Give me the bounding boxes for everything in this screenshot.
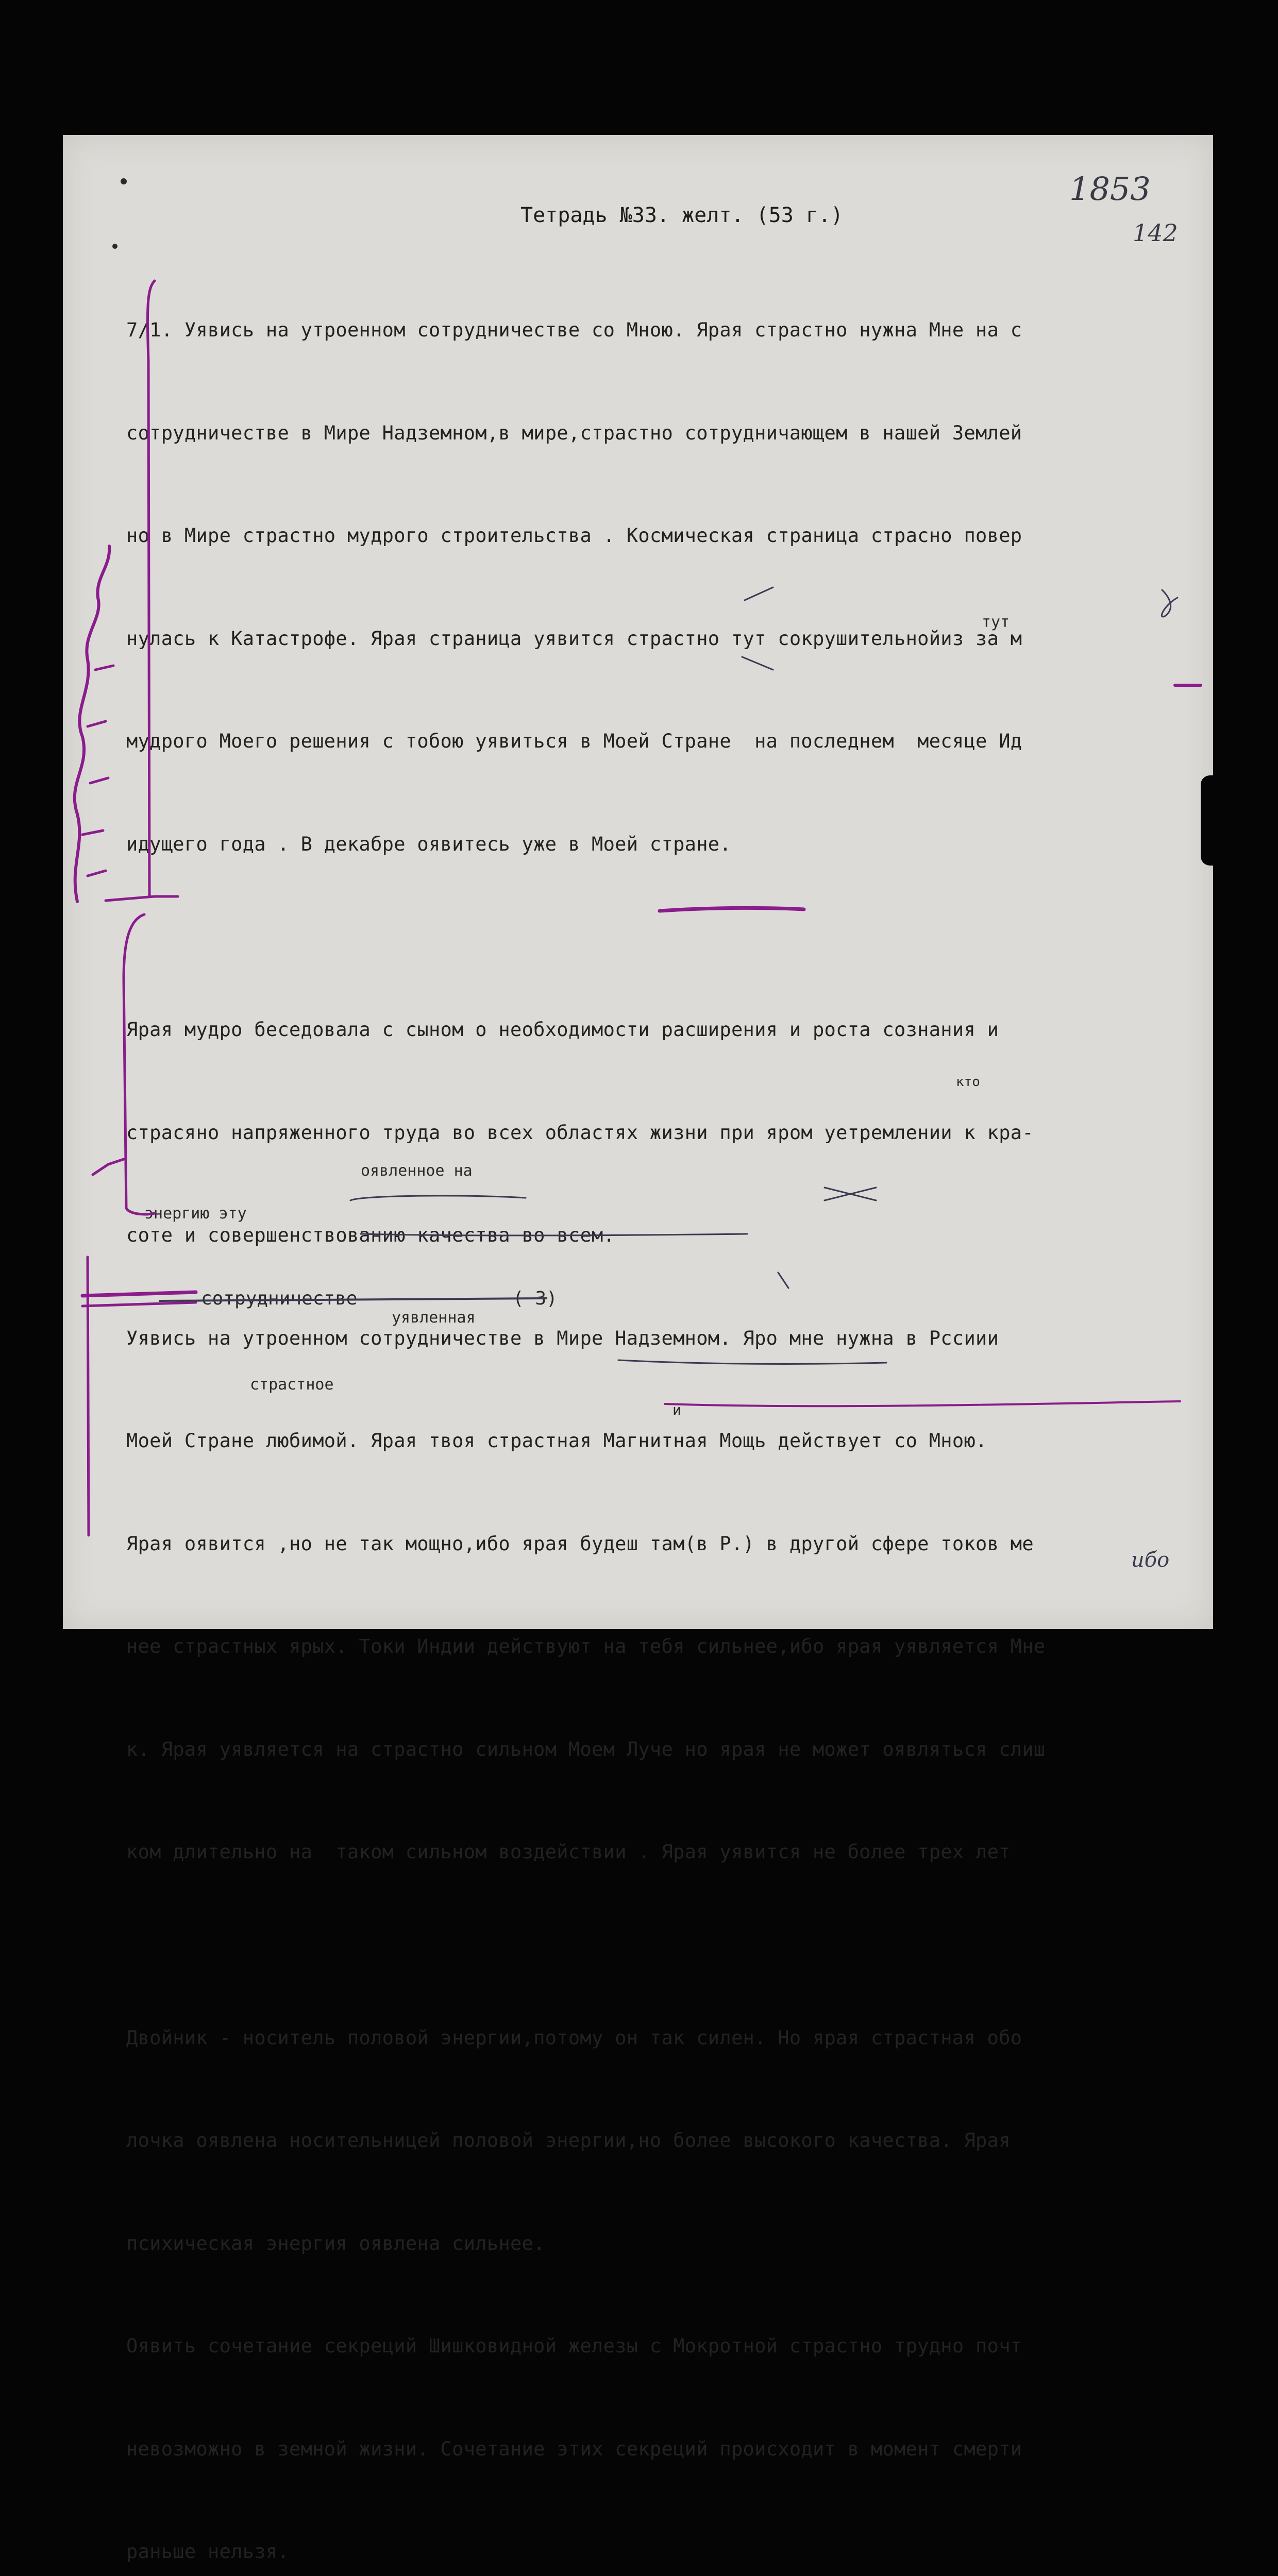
bracket-tick-3	[93, 1164, 108, 1175]
bracket-tail	[106, 896, 155, 901]
document-title: Тетрадь №33. желт. (53 г.)	[520, 204, 844, 227]
pencil-ampersand	[1162, 590, 1178, 617]
text-line: мудрого Моего решения с тобою уявиться в Моей Стране на последнем месяце Ид	[126, 730, 1022, 752]
underline-mark	[665, 1401, 1180, 1406]
underline-mark	[660, 908, 804, 911]
ink-dot	[121, 178, 127, 184]
text-line: но в Мире страстно мудрого строительства . Космическая страница страсно повер	[126, 524, 1022, 547]
text-line: ком длительно на таком сильном воздействии . Ярая уявится не более трех лет	[126, 1841, 1011, 1863]
text-line: Ярая оявится ,но не так мощно,ибо ярая будеш там(в Р.) в другой сфере токов ме	[126, 1532, 1034, 1555]
text-line: невозможно в земной жизни. Сочетание этих секреций происходит в момент смерти	[126, 2437, 1022, 2460]
insertion-sotrudnichestve: сотрудничестве	[201, 1288, 358, 1309]
insertion-uyavlennaya: уявленная	[392, 1309, 476, 1327]
insertion-oyavlennoe: оявленное на	[361, 1162, 473, 1180]
insertion-strastnoe: страстное	[250, 1376, 334, 1394]
text-line: лочка оявлена носительницей половой энергии,но более высокого качества. Ярая	[126, 2129, 1011, 2151]
text-line: нее страстных ярых. Токи Индии действуют на тебя сильнее,ибо ярая уявляется Мне	[126, 1635, 1046, 1657]
text-line: психическая энергия оявлена сильнее.	[126, 2232, 545, 2255]
text-line: раньше нельзя.	[126, 2540, 290, 2563]
text-line: к. Ярая уявляется на страстно сильном Моем Луче но ярая не может оявляться слиш	[126, 1738, 1046, 1760]
text-line: идущего года . В декабре оявитесь уже в Моей стране.	[126, 833, 731, 855]
text-line: Оявить сочетание секреций Шишковидной железы с Мокротной страстно трудно почт	[126, 2335, 1022, 2357]
purple-ink-marks	[75, 281, 1201, 1535]
page-number-handwritten: 142	[1133, 219, 1178, 247]
text-line: Моей Стране любимой. Ярая твоя страстная Магнитная Мощь действует со Мною.	[126, 1430, 987, 1452]
text-line: нулась к Катастрофе. Ярая страница уявится страстно тут сокрушительнойиз за м	[126, 627, 1022, 650]
margin-bracket-line	[147, 281, 155, 896]
bracket-tick-2	[108, 1159, 124, 1164]
pencil-marks	[160, 587, 1178, 1364]
text-line: Двойник - носитель половой энергии,потому он так силен. Но ярая страстная обо	[126, 2026, 1022, 2049]
text-line: соте и совершенствованию качества во всем.	[126, 1224, 615, 1246]
text-line: 7/1. Уявись на утроенном сотрудничестве со Мною. Ярая страстно нужна Мне на с	[126, 319, 1022, 341]
text-line: Ярая мудро беседовала с сыном о необходимости расширения и роста сознания и	[126, 1019, 999, 1041]
text-line: Уявись на утроенном сотрудничестве в Мире Надземном. Яро мне нужна в Рссиии	[126, 1327, 999, 1349]
insertion-i: и	[672, 1401, 681, 1418]
insertion-number-3: ( 3)	[513, 1288, 558, 1309]
insertion-energiyu: энергию эту	[144, 1205, 247, 1223]
archive-number-handwritten: 1853	[1069, 170, 1151, 208]
margin-vertical-line	[88, 1257, 89, 1535]
insertion-tut: тут	[982, 613, 1010, 631]
text-line: сотрудничестве в Мире Надземном,в мире,страстно сотрудничающем в нашей Землей	[126, 421, 1022, 444]
pencil-strike	[160, 1298, 546, 1301]
strike-mark	[82, 1292, 196, 1296]
text-line: страсяно напряженного труда во всех областях жизни при яром уетремлении к кра-	[126, 1121, 1034, 1144]
margin-bracket-second	[124, 914, 155, 1214]
handwritten-ibo: ибо	[1131, 1548, 1170, 1572]
insertion-kto: кто	[956, 1074, 980, 1090]
ink-dot	[112, 244, 117, 249]
